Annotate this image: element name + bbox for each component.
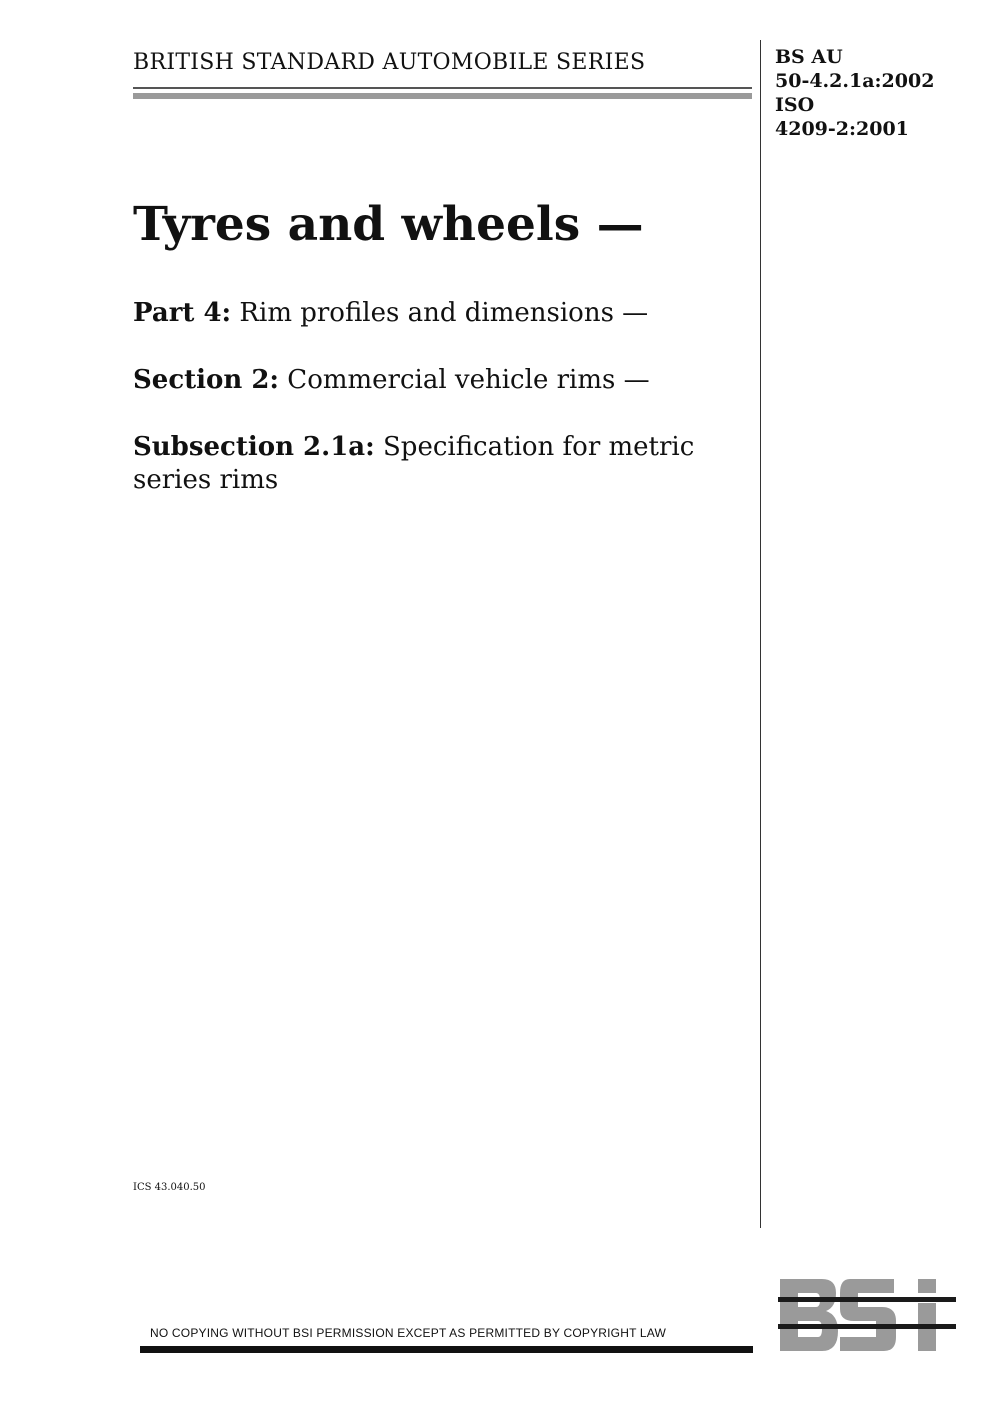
part-heading — [133, 297, 753, 330]
identifier-line: 4209-2:2001 — [775, 118, 909, 140]
ics-code: ICS 43.040.50 — [133, 1182, 206, 1193]
subsection-text: Specification for metric series rims — [133, 432, 695, 495]
series-heading: BRITISH STANDARD AUTOMOBILE SERIES — [133, 50, 646, 75]
vertical-divider — [760, 40, 761, 1228]
subsection-label: Subsection 2.1a: — [133, 432, 375, 462]
footer-bar — [140, 1346, 753, 1353]
standard-identifier — [775, 45, 934, 141]
section-heading — [133, 364, 753, 397]
identifier-line: ISO — [775, 94, 815, 116]
identifier-line: BS AU — [775, 46, 843, 68]
part-text: Rim profiles and dimensions — — [231, 298, 649, 328]
part-label: Part 4: — [133, 298, 232, 328]
header-rule — [133, 87, 752, 99]
subsection-heading — [133, 431, 753, 497]
document-title: Tyres and wheels — — [133, 197, 644, 252]
identifier-line: 50-4.2.1a:2002 — [775, 70, 935, 92]
section-label: Section 2: — [133, 365, 280, 395]
bsi-logo — [778, 1277, 956, 1355]
section-text: Commercial vehicle rims — — [279, 365, 650, 395]
copyright-notice: NO COPYING WITHOUT BSI PERMISSION EXCEPT AS PERMITTED BY COPYRIGHT LAW — [150, 1326, 667, 1340]
